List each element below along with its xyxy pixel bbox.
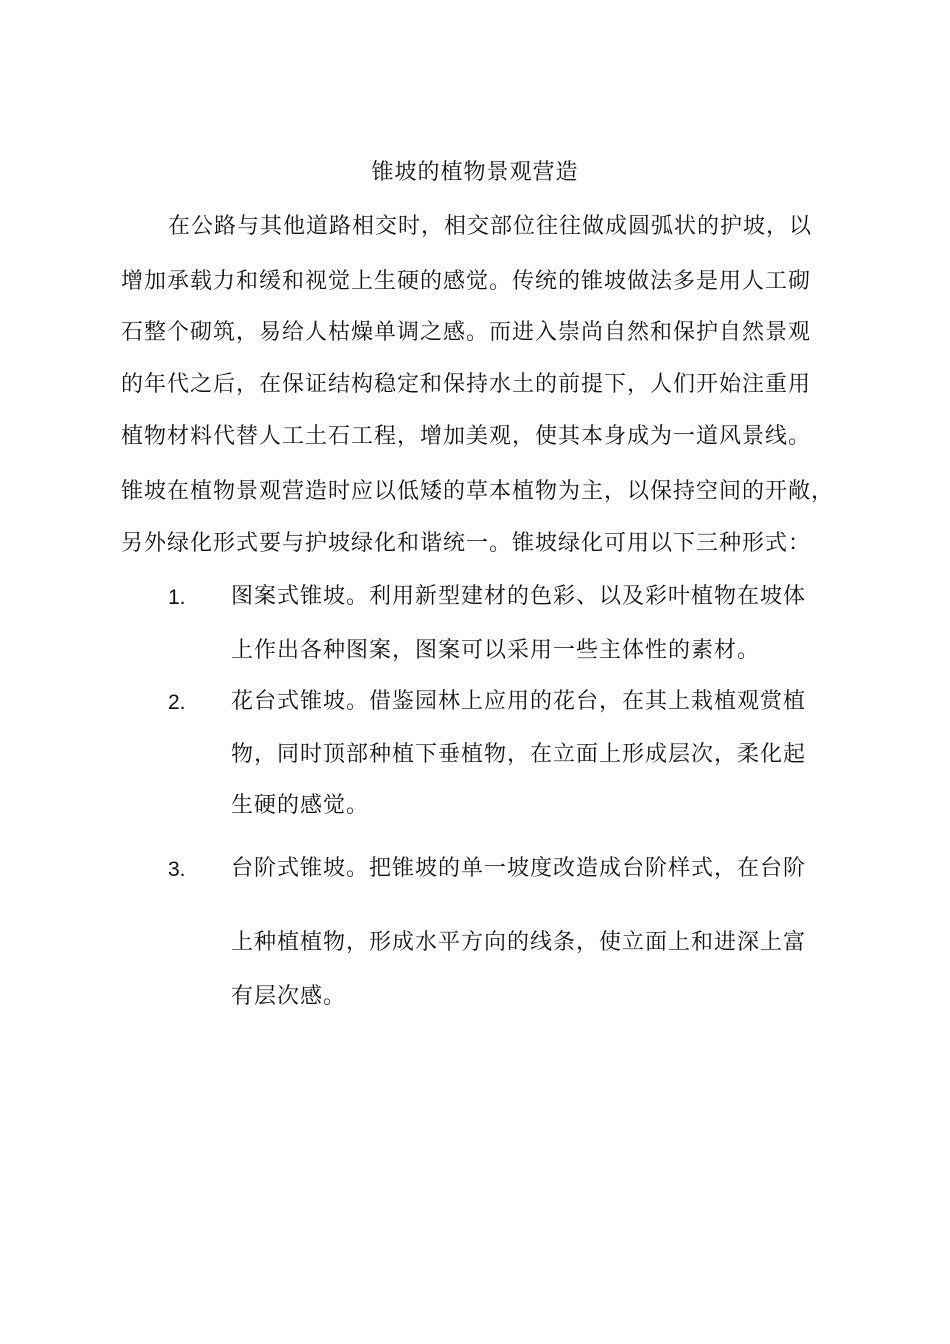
list-item-line: 上作出各种图案，图案可以采用一些主体性的素材。 — [231, 638, 761, 663]
list-number: 1. — [168, 586, 186, 609]
list-item-line: 有层次感。 — [231, 984, 347, 1009]
paragraph-line: 的年代之后，在保证结构稳定和保持水土的前提下，人们开始注重用 — [121, 372, 812, 397]
document-title: 锥坡的植物景观营造 — [371, 160, 579, 185]
list-item-line: 生硬的感觉。 — [231, 793, 370, 818]
list-number: 3. — [168, 858, 186, 881]
list-item-line: 物，同时顶部种植下垂植物，在立面上形成层次，柔化起 — [231, 742, 807, 767]
list-number: 2. — [168, 691, 186, 714]
paragraph-line: 石整个砌筑，易给人枯燥单调之感。而进入崇尚自然和保护自然景观 — [121, 320, 812, 345]
paragraph-line: 增加承载力和缓和视觉上生硬的感觉。传统的锥坡做法多是用人工砌 — [121, 269, 812, 294]
list-item-line: 台阶式锥坡。把锥坡的单一坡度改造成台阶样式，在台阶 — [231, 856, 807, 881]
list-item-line: 花台式锥坡。借鉴园林上应用的花台，在其上栽植观赏植 — [231, 689, 807, 714]
paragraph-line: 在公路与其他道路相交时，相交部位往往做成圆弧状的护坡，以 — [168, 214, 813, 239]
list-item-line: 图案式锥坡。利用新型建材的色彩、以及彩叶植物在坡体 — [231, 584, 807, 609]
paragraph-line: 另外绿化形式要与护坡绿化和谐统一。锥坡绿化可用以下三种形式： — [121, 531, 812, 556]
paragraph-line: 锥坡在植物景观营造时应以低矮的草本植物为主，以保持空间的开敞， — [121, 479, 835, 504]
list-item-line: 上种植植物，形成水平方向的线条，使立面上和进深上富 — [231, 930, 807, 955]
paragraph-line: 植物材料代替人工土石工程，增加美观，使其本身成为一道风景线。 — [121, 424, 812, 449]
